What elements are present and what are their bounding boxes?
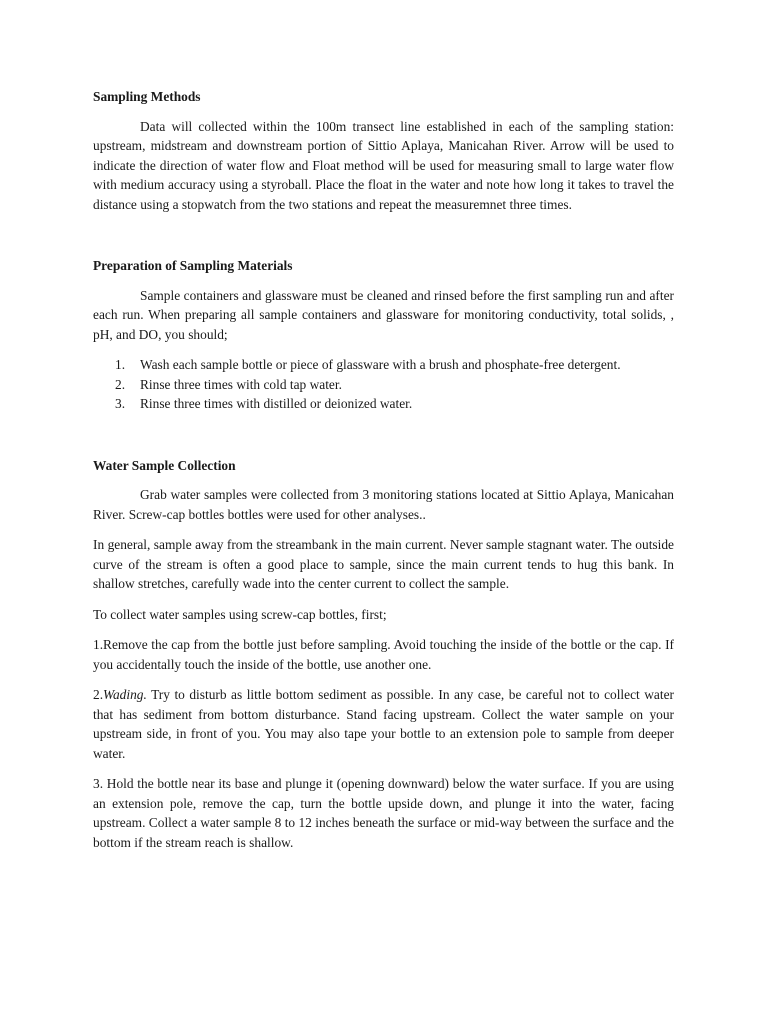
list-item-number: 1.	[115, 357, 126, 372]
list-item	[93, 355, 674, 375]
list-item-text: Rinse three times with cold tap water.	[140, 376, 342, 392]
paragraph-general-guidance: In general, sample away from the streambank in the main current. Never sample stagnant water. The outside curve of the stream is often a good place to sample, since the main current tends to hug this bank. In shallow stretches, carefully wade into the center current to collect the sample.	[93, 537, 674, 591]
paragraph-step-2	[93, 685, 674, 763]
paragraph-preparation: Sample containers and glassware must be cleaned and rinsed before the first sampling run and after each run. When preparing all sample containers and glassware for monitoring conductivity, total solids, , pH, and DO, you should;	[93, 287, 674, 342]
cleaning-steps-list	[93, 355, 674, 414]
paragraph-collect-intro: To collect water samples using screw-cap bottles, first;	[93, 606, 387, 622]
paragraph-step-3: 3. Hold the bottle near its base and plunge it (opening downward) below the water surface. If you are using an extension pole, remove the cap, turn the bottle upside down, and plunge it into the water, facing upstream. Collect a water sample 8 to 12 inches beneath the surface or mid-way between the surface and the bottom if the stream reach is shallow.	[93, 776, 674, 850]
section-heading-water-sample-collection: Water Sample Collection	[93, 457, 236, 473]
list-item	[93, 375, 674, 395]
list-item-text: Rinse three times with distilled or deionized water.	[140, 396, 413, 411]
step-2-number: 2.	[93, 687, 104, 702]
list-item	[93, 394, 674, 414]
paragraph-sampling-methods: Data will collected within the 100m transect line established in each of the sampling station: upstream, midstream and downstream portion of Sittio Aplaya, Manicahan River. Arrow will be used to indicate the direction of water flow and Float method will be used for measuring small to large water flow with medium accuracy using a styroball. Place the float in the water and note how long it takes to travel the distance using a stopwatch from the two stations and repeat the measuremnet three times.	[93, 118, 674, 212]
paragraph-grab-samples: Grab water samples were collected from 3 monitoring stations located at Sittio Aplaya, Manicahan River. Screw-cap bottles bottles were used for other analyses..	[93, 487, 674, 522]
paragraph-step-1: 1.Remove the cap from the bottle just before sampling. Avoid touching the inside of the bottle or the cap. If you accidentally touch the inside of the bottle, use another one.	[93, 637, 674, 672]
list-item-number: 2.	[115, 376, 126, 392]
list-item-number: 3.	[115, 396, 126, 411]
document-page	[93, 87, 674, 852]
step-2-italic-term: Wading.	[103, 687, 147, 702]
list-item-text: Wash each sample bottle or piece of glassware with a brush and phosphate-free detergent.	[140, 357, 621, 372]
step-2-text: Try to disturb as little bottom sediment as possible. In any case, be careful not to collect water that has sediment from bottom disturbance. Stand facing upstream. Collect the water sample on your upstream side, in front of you. You may also tape your bottle to an extension pole to sample from deeper water.	[93, 687, 674, 761]
section-heading-preparation: Preparation of Sampling Materials	[93, 258, 293, 273]
section-heading-sampling-methods: Sampling Methods	[93, 89, 201, 104]
